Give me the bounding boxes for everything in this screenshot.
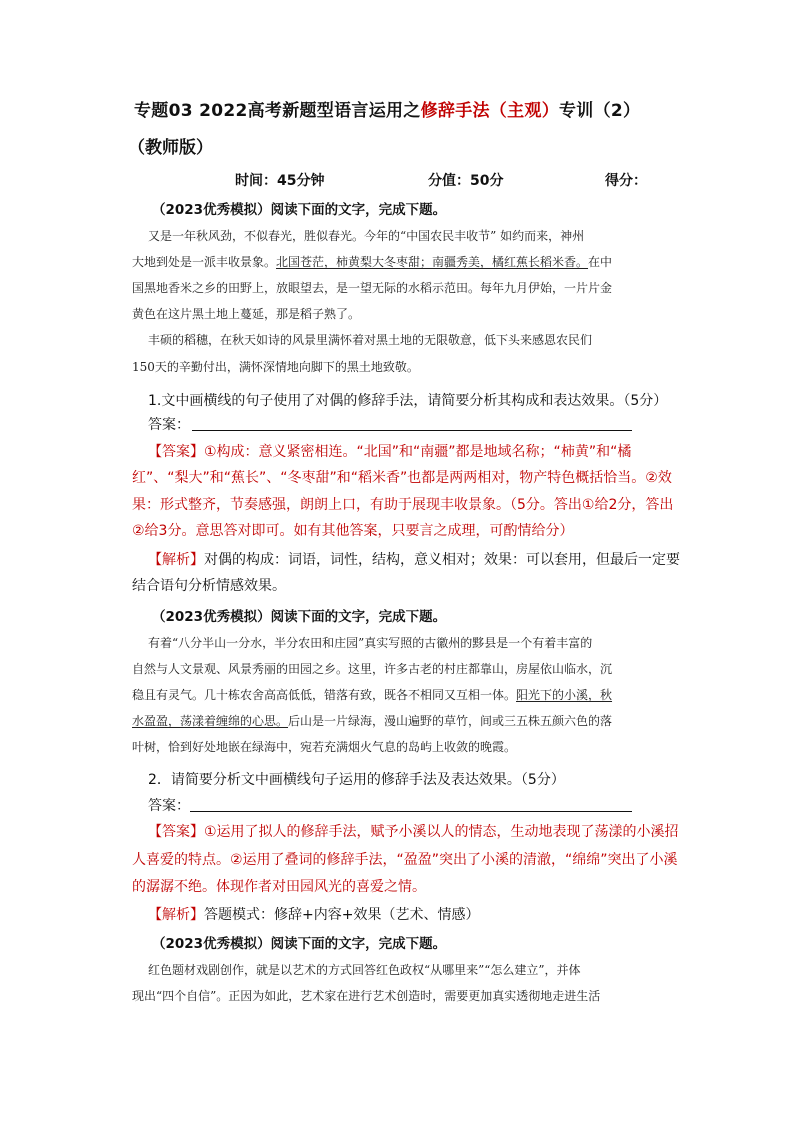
answer-tag: 【答案】 bbox=[148, 444, 204, 460]
s1-text: 在中 bbox=[588, 255, 613, 269]
q2-answer-line-1 bbox=[148, 821, 679, 841]
s2-passage-line bbox=[132, 712, 612, 729]
s2-passage-line bbox=[132, 686, 612, 703]
q1-answer-label: 答案： bbox=[148, 417, 190, 433]
score-label: 分值：50分 bbox=[428, 173, 504, 189]
analysis-text: 答题模式：修辞+内容+效果（艺术、情感） bbox=[204, 907, 480, 923]
q1-answer-line bbox=[192, 430, 632, 431]
q2-answer-label: 答案： bbox=[148, 798, 190, 814]
s2-text: 稳且有灵气。几十栋农舍高高低低，错落有致，既各不相同又互相一体。 bbox=[132, 688, 517, 702]
got-label: 得分： bbox=[605, 173, 647, 189]
section2-source: （2023优秀模拟）阅读下面的文字，完成下题。 bbox=[152, 609, 447, 625]
answer-tag: 【答案】 bbox=[148, 824, 204, 840]
q1-analysis-line-2: 结合语句分析情感效果。 bbox=[132, 578, 286, 594]
s2-text: 后山是一片绿海，漫山遍野的草竹，间或三五株五颜六色的落 bbox=[288, 714, 613, 728]
question-2: 2．请简要分析文中画横线句子运用的修辞手法及表达效果。（5分） bbox=[148, 772, 565, 788]
page-title bbox=[134, 96, 640, 121]
q1-answer-line-2: 红”、“梨大”和“蕉长”、“冬枣甜”和“稻米香”也都是两两相对，物产特色概括恰当。②效 bbox=[132, 470, 672, 486]
page-subtitle: （教师版） bbox=[128, 138, 213, 158]
title-prefix: 专题03 2022高考新题型语言运用之 bbox=[134, 101, 421, 121]
q1-answer-line-4: ②给3分。意思答对即可。如有其他答案，只要言之成理，可酌情给分） bbox=[132, 523, 574, 539]
time-label: 时间：45分钟 bbox=[235, 173, 325, 189]
s1-underlined-sentence: 北国苍茫，柿黄梨大冬枣甜；南疆秀美，橘红蕉长稻米香。 bbox=[276, 255, 589, 269]
s2-underlined-sentence: 阳光下的小溪，秋 bbox=[516, 688, 613, 702]
analysis-tag: 【解析】 bbox=[148, 907, 204, 923]
s1-passage-line bbox=[132, 253, 612, 270]
s1-passage-line: 丰硕的稻穗，在秋天如诗的风景里满怀着对黑土地的无限敬意，低下头来感恩农民们 bbox=[148, 333, 593, 347]
q1-analysis-line-1 bbox=[148, 549, 680, 569]
answer-text: ①运用了拟人的修辞手法，赋予小溪以人的情态，生动地表现了荡漾的小溪招 bbox=[204, 824, 679, 840]
q2-answer-line-3: 的潺潺不绝。体现作者对田园风光的喜爱之情。 bbox=[132, 879, 426, 895]
s2-passage-line: 有着“八分半山一分水，半分农田和庄园”真实写照的古徽州的黟县是一个有着丰富的 bbox=[148, 636, 593, 650]
title-suffix: 专训（2） bbox=[559, 101, 641, 121]
question-1: 1.文中画横线的句子使用了对偶的修辞手法，请简要分析其构成和表达效果。（5分） bbox=[148, 393, 668, 409]
s3-passage-line: 红色题材戏剧创作，就是以艺术的方式回答红色政权“从哪里来”“怎么建立”，并体 bbox=[148, 963, 581, 977]
s2-underlined-sentence: 水盈盈，荡漾着缠绵的心思。 bbox=[132, 714, 289, 728]
q2-answer-line-2: 人喜爱的特点。②运用了叠词的修辞手法，“盈盈”突出了小溪的清澈，“绵绵”突出了小溪 bbox=[132, 852, 678, 868]
s1-passage-line: 黄色在这片黑土地上蔓延，那是稻子熟了。 bbox=[132, 307, 361, 321]
s2-passage-line: 自然与人文景观、风景秀丽的田园之乡。这里，许多古老的村庄都靠山，房屋依山临水，沉 bbox=[132, 662, 613, 676]
q1-answer-line-1 bbox=[148, 441, 631, 461]
answer-text: ①构成：意义紧密相连。“北国”和“南疆”都是地域名称；“柿黄”和“橘 bbox=[204, 444, 632, 460]
q2-analysis-line bbox=[148, 904, 479, 924]
q2-answer-line bbox=[190, 811, 632, 812]
title-highlight: 修辞手法（主观） bbox=[420, 101, 559, 121]
section1-source: （2023优秀模拟）阅读下面的文字，完成下题。 bbox=[152, 202, 447, 218]
s2-passage-line: 叶树，恰到好处地嵌在绿海中，宛若充满烟火气息的岛屿上收敛的晚霞。 bbox=[132, 740, 517, 754]
analysis-text: 对偶的构成：词语，词性，结构，意义相对；效果：可以套用，但最后一定要 bbox=[204, 552, 680, 568]
analysis-tag: 【解析】 bbox=[148, 552, 204, 568]
s1-text: 大地到处是一派丰收景象。 bbox=[132, 255, 277, 269]
s1-passage-line: 又是一年秋风劲，不似春光，胜似春光。今年的“中国农民丰收节” 如约而来，神州 bbox=[148, 229, 585, 243]
q1-answer-line-3: 果：形式整齐，节奏感强，朗朗上口，有助于展现丰收景象。（5分。答出①给2分，答出 bbox=[132, 497, 674, 513]
s1-passage-line: 150天的辛勤付出，满怀深情地向脚下的黑土地致敬。 bbox=[132, 360, 419, 374]
s3-passage-line: 现出“四个自信”。正因为如此，艺术家在进行艺术创造时，需要更加真实透彻地走进生活 bbox=[132, 989, 601, 1003]
section3-source: （2023优秀模拟）阅读下面的文字，完成下题。 bbox=[152, 936, 447, 952]
s1-passage-line: 国黑地香米之乡的田野上，放眼望去，是一望无际的水稻示范田。每年九月伊始，一片片金 bbox=[132, 281, 613, 295]
